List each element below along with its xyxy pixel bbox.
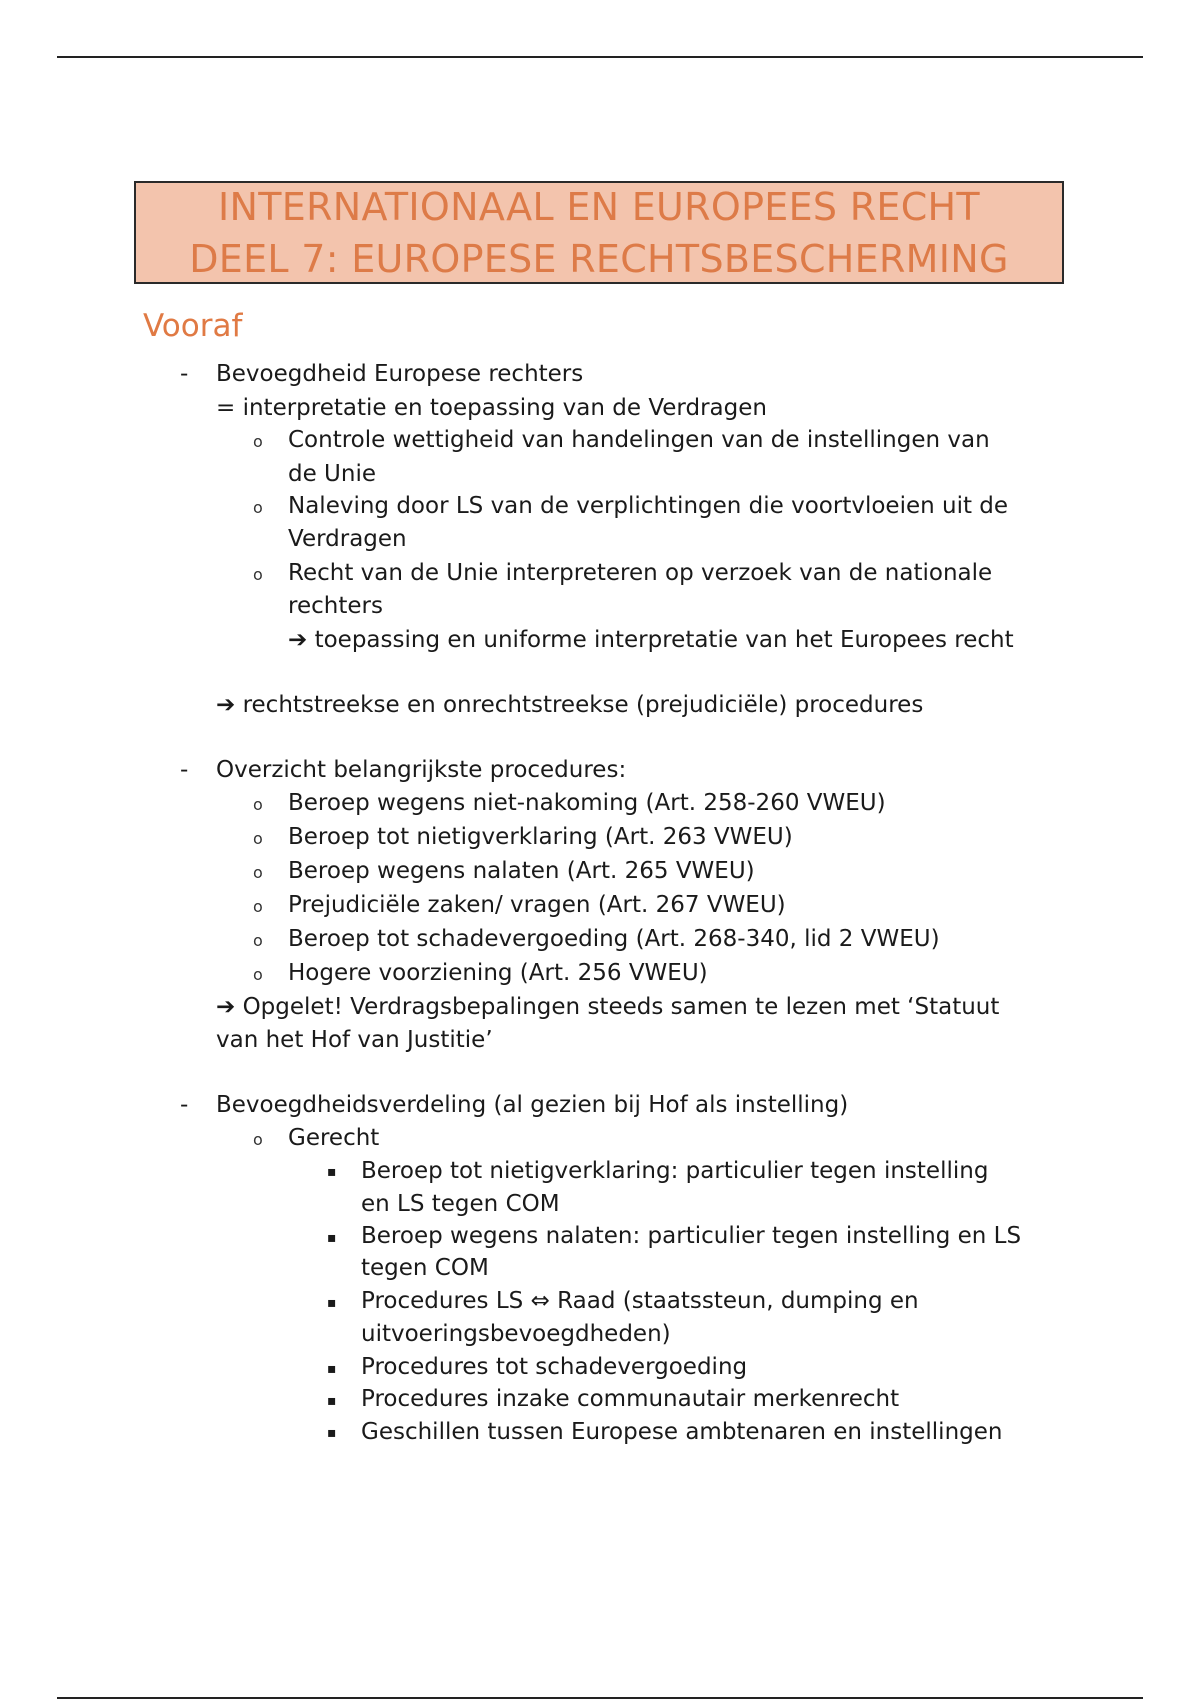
sub-list-item: Beroep wegens niet-nakoming (Art. 258-260 VWEU) [288,790,886,816]
header-rule [57,56,1143,58]
square-bullet: ▪ [327,1393,337,1409]
sub-list-item: Beroep tot nietigverklaring (Art. 263 VWEU) [288,824,793,850]
square-bullet: ▪ [327,1230,337,1246]
list-item: Bevoegdheid Europese rechters [216,361,584,387]
circle-bullet: o [253,863,263,882]
sub-sub-list-item: Beroep tot nietigverklaring: particulier tegen instelling [361,1158,989,1184]
footer-rule [57,1697,1143,1699]
circle-bullet: o [253,432,263,451]
circle-bullet: o [253,1130,263,1149]
sub-list-item-cont: de Unie [288,461,377,487]
square-bullet: ▪ [327,1295,337,1311]
list-item-text: = interpretatie en toepassing van de Verdragen [216,395,767,421]
title-line-1: INTERNATIONAAL EN EUROPEES RECHT [218,184,980,229]
arrow-note: ➔ rechtstreekse en onrechtstreekse (prejudiciële) procedures [216,692,924,718]
circle-bullet: o [253,795,263,814]
sub-list-item: Beroep wegens nalaten (Art. 265 VWEU) [288,858,755,884]
section-heading: Vooraf [143,308,243,344]
sub-sub-list-item: Procedures tot schadevergoeding [361,1354,748,1380]
arrow-note-cont: van het Hof van Justitie’ [216,1027,493,1053]
sub-list-item: Hogere voorziening (Art. 256 VWEU) [288,960,708,986]
list-item: Overzicht belangrijkste procedures: [216,757,627,783]
sub-list-item: Recht van de Unie interpreteren op verzoek van de nationale [288,560,993,586]
circle-bullet: o [253,897,263,916]
sub-list-item: Controle wettigheid van handelingen van de instellingen van [288,427,990,453]
circle-bullet: o [253,965,263,984]
title-line-2: DEEL 7: EUROPESE RECHTSBESCHERMING [189,236,1009,281]
dash-bullet: - [180,757,189,783]
dash-bullet: - [180,361,189,387]
circle-bullet: o [253,498,263,517]
circle-bullet: o [253,829,263,848]
arrow-note: ➔ toepassing en uniforme interpretatie van het Europees recht [288,627,1014,653]
circle-bullet: o [253,565,263,584]
square-bullet: ▪ [327,1164,337,1180]
sub-list-item: Gerecht [288,1125,380,1151]
list-item: Bevoegdheidsverdeling (al gezien bij Hof als instelling) [216,1092,849,1118]
circle-bullet: o [253,931,263,950]
sub-sub-list-item: Geschillen tussen Europese ambtenaren en instellingen [361,1419,1003,1445]
square-bullet: ▪ [327,1425,337,1441]
sub-sub-list-item: Procedures LS ⇔ Raad (staatssteun, dumping en [361,1288,919,1314]
dash-bullet: - [180,1092,189,1118]
square-bullet: ▪ [327,1361,337,1377]
sub-list-item: Beroep tot schadevergoeding (Art. 268-340, lid 2 VWEU) [288,926,940,952]
sub-list-item: Naleving door LS van de verplichtingen die voortvloeien uit de [288,493,1009,519]
sub-list-item-cont: rechters [288,593,383,619]
sub-sub-list-item: Beroep wegens nalaten: particulier tegen instelling en LS [361,1223,1022,1249]
document-title-box [134,181,1064,284]
sub-sub-list-item-cont: en LS tegen COM [361,1191,560,1217]
sub-sub-list-item-cont: uitvoeringsbevoegdheden) [361,1321,671,1347]
sub-sub-list-item-cont: tegen COM [361,1255,489,1281]
sub-sub-list-item: Procedures inzake communautair merkenrecht [361,1386,900,1412]
sub-list-item: Prejudiciële zaken/ vragen (Art. 267 VWEU) [288,892,786,918]
arrow-note: ➔ Opgelet! Verdragsbepalingen steeds samen te lezen met ‘Statuut [216,994,1000,1020]
sub-list-item-cont: Verdragen [288,526,407,552]
